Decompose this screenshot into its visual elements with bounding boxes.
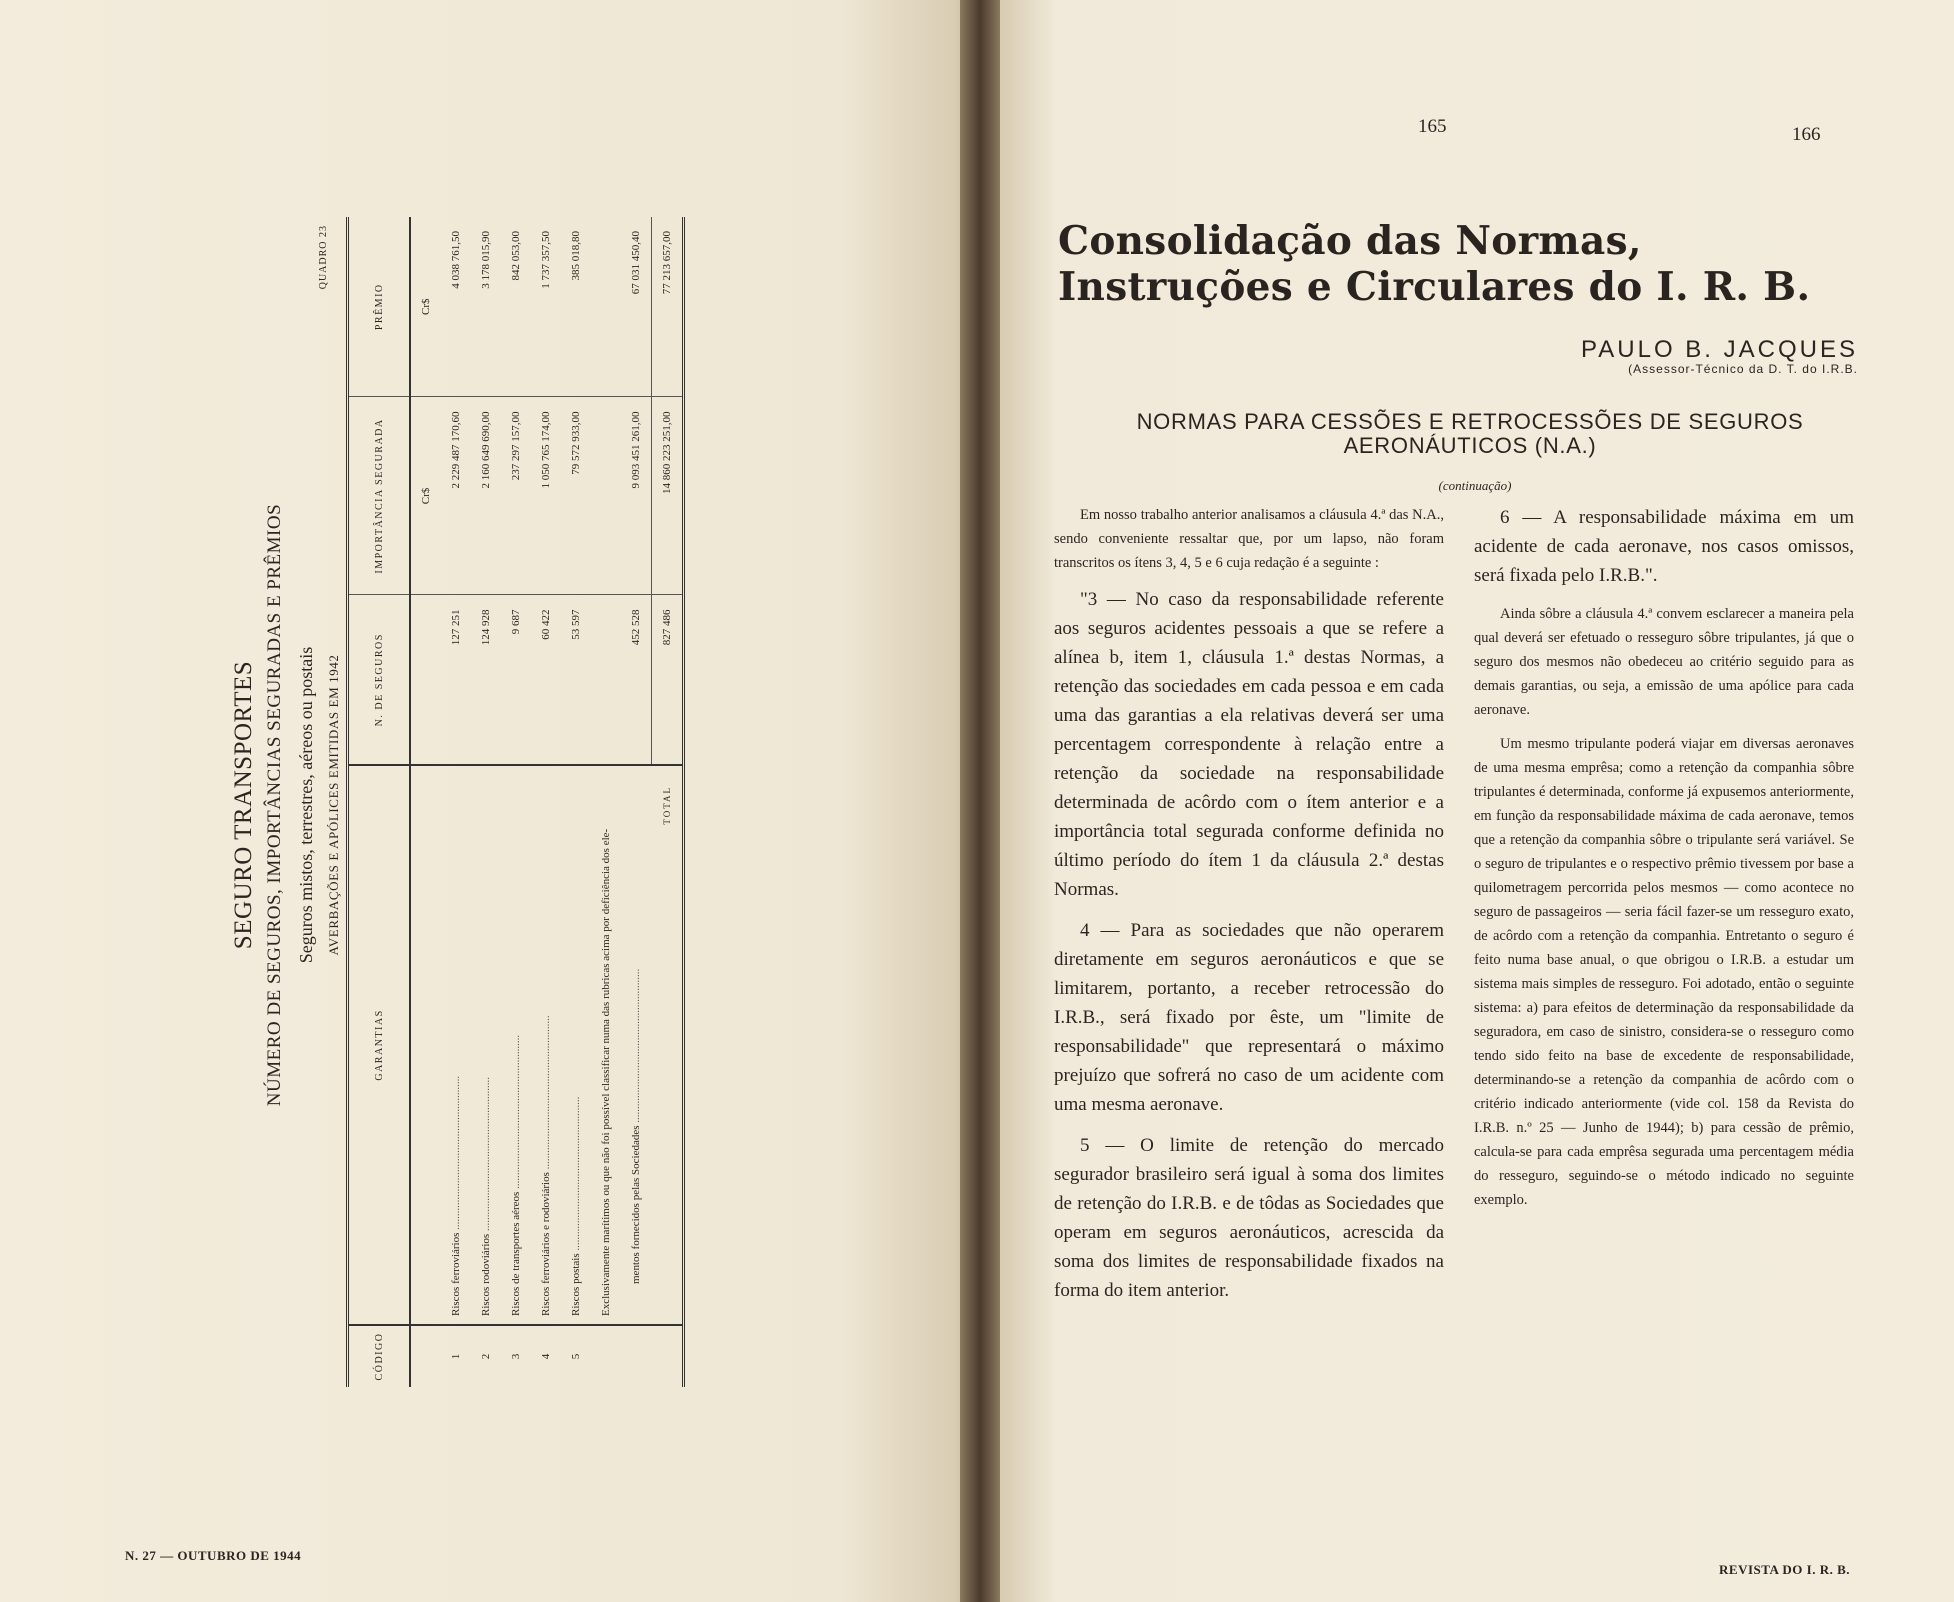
header-n-seguros: N. DE SEGUROS (348, 595, 411, 765)
row-n-seguros: 53 597 (561, 595, 591, 765)
row-premio: 1 737 357,50 (531, 217, 561, 397)
row-n-seguros: 124 928 (471, 595, 501, 765)
footer-issue: N. 27 — OUTUBRO DE 1944 (125, 1548, 302, 1563)
data-table (346, 217, 685, 1387)
table-subtitle-3: AVERBAÇÕES E APÓLICES EMITIDAS EM 1942 (326, 654, 341, 956)
row-garantia-exclusive: Exclusivamente marítimos ou que não foi possível classificar numa das rubricas acima por deficiência dos ele- (591, 765, 621, 1325)
row-garantia: Riscos rodoviários ..... (480, 1077, 492, 1316)
text-column-2 (1474, 503, 1854, 1222)
row-importancia: 1 050 765 174,00 (531, 397, 561, 595)
row-premio: 842 053,00 (501, 217, 531, 397)
currency-label: Cr$ (410, 217, 441, 397)
row-garantia: Riscos postais ..... (570, 1097, 582, 1316)
row-code: 3 (501, 1325, 531, 1387)
row-code: 4 (531, 1325, 561, 1387)
row-code: 2 (471, 1325, 501, 1387)
page-number-165: 165 (1418, 116, 1447, 137)
article-title-line-1: Consolidação das Normas, (1058, 218, 1642, 264)
row-code: 1 (441, 1325, 471, 1387)
rotated-table-region (168, 205, 793, 1405)
row-premio: 3 178 015,90 (471, 217, 501, 397)
row-code: 5 (561, 1325, 591, 1387)
paragraph: 6 — A responsabilidade máxima em um acidente de cada aeronave, nos casos omissos, será fixada pelo I.R.B.". (1474, 507, 1854, 586)
row-premio: 385 018,80 (561, 217, 591, 397)
table-row (561, 217, 591, 1387)
row-garantia: Riscos ferroviários ..... (450, 1076, 462, 1316)
paragraph: Ainda sôbre a cláusula 4.ª convem esclarecer a maneira pela qual deverá ser efetuado o resseguro sôbre tripulantes, já que o seguro dos mesmos não obedeceu ao critério seguido para as demais garantias, ou seja, a emissão de uma apólice para cada aeronave. (1474, 606, 1854, 718)
table-row-total (652, 217, 684, 1387)
header-garantias: GARANTIAS (348, 765, 411, 1325)
article-title (1058, 218, 1810, 310)
row-importancia: 2 229 487 170,60 (441, 397, 471, 595)
currency-label: Cr$ (410, 397, 441, 595)
row-garantia: Riscos ferroviários e rodoviários ..... (540, 1015, 552, 1316)
row-importancia: 79 572 933,00 (561, 397, 591, 595)
continuation-note: (continuação) (1438, 478, 1512, 493)
paragraph: 4 — Para as sociedades que não operarem diretamente em seguros aeronáuticos e que se limitarem, portanto, a receber retrocessão do I.R.B., será fixado por êste, um "limite de responsabilidade" que representará o máximo prejuízo que sofrerá no caso de um acidente com uma mesma aeronave. (1054, 920, 1444, 1115)
author-name: PAULO B. JACQUES (1581, 336, 1858, 363)
row-importancia: 9 093 451 261,00 (621, 397, 652, 595)
paragraph: "3 — No caso da responsabilidade referente aos seguros acidentes pessoais a que se refere a alínea b, item 1, cláusula 1.ª destas Normas, a retenção das sociedades em cada pessoa e em cada uma das garantias a ela relativas deverá ser uma percentagem correspondente à relação entre a retenção da sociedade na responsabilidade determinada de acôrdo com o ítem anterior e a importância total segurada conforme definida no último período do ítem 1 da cláusula 2.ª destas Normas. (1054, 589, 1444, 900)
table-row (471, 217, 501, 1387)
row-n-seguros: 127 251 (441, 595, 471, 765)
total-label: TOTAL (652, 765, 684, 1325)
footer-journal: REVISTA DO I. R. B. (1719, 1562, 1850, 1577)
table-row (501, 217, 531, 1387)
paragraph: Um mesmo tripulante poderá viajar em diversas aeronaves de uma mesma emprêsa; como a retenção da companhia sôbre tripulantes é determinada, conforme já expusemos anteriormente, em função da responsabilidade máxima de cada aeronave, temos que a retenção da companhia sôbre o tripulante será variável. Se o seguro de tripulantes e o respectivo prêmio tivessem por base a quilometragem percorrida pelos mesmos — como acontece no seguro de passageiros — seria fácil fazer-se um resseguro exato, de acôrdo com a retenção da companhia. Entretanto o seguro é feito numa base anual, o que obrigou o I.R.B. a estudar um sistema mais simples de resseguro. Foi adotado, então o seguinte sistema: a) para efeitos de determinação da responsabilidade da seguradora, em caso de sinistro, considera-se o resseguro como tendo sido feito na base de excedente de responsabilidade, determinando-se a retenção da companhia de acôrdo com o critério indicado anteriormente (vide col. 158 da Revista do I.R.B. n.º 25 — Junho de 1944); b) para cessão de prêmio, calcula-se para cada emprêsa segurada uma percentagem média do resseguro, seguindo-se o método indicado no seguinte exemplo. (1474, 736, 1854, 1208)
row-n-seguros: 452 528 (621, 595, 652, 765)
table-row-exclusive-2 (621, 217, 652, 1387)
page-number-166: 166 (1792, 124, 1821, 145)
row-garantia: Riscos de transportes aéreos ..... (510, 1035, 522, 1316)
header-codigo: CÓDIGO (348, 1325, 411, 1387)
row-n-seguros: 9 687 (501, 595, 531, 765)
book-spine (960, 0, 1000, 1602)
row-garantia-exclusive-2: mentos fornecidos pelas Sociedades ..... (630, 969, 642, 1284)
currency-row (410, 217, 441, 1387)
rotated-table-content (168, 205, 793, 1405)
quadro-label: QUADRO 23 (318, 225, 329, 290)
paragraph: 5 — O limite de retenção do mercado segurador brasileiro será igual à soma dos limites de retenção do I.R.B. e de tôdas as Sociedades que operam em seguros aeronáuticos, acrescida da soma dos limites de responsabilidade fixados na forma do item anterior. (1054, 1135, 1444, 1301)
table-header-row (348, 217, 411, 1387)
author-role: (Assessor-Técnico da D. T. do I.R.B. (1628, 362, 1858, 376)
row-premio: 4 038 761,50 (441, 217, 471, 397)
row-importancia: 237 297 157,00 (501, 397, 531, 595)
article-title-line-2: Instruções e Circulares do I. R. B. (1058, 264, 1811, 310)
total-n-seguros: 827 486 (652, 595, 684, 765)
text-column-1 (1054, 503, 1444, 1317)
table-row (531, 217, 561, 1387)
row-n-seguros: 60 422 (531, 595, 561, 765)
header-premio: PRÊMIO (348, 217, 411, 397)
table-row (441, 217, 471, 1387)
header-importancia: IMPORTÂNCIA SEGURADA (348, 397, 411, 595)
row-importancia: 2 160 649 690,00 (471, 397, 501, 595)
table-subtitle-2: Seguros mistos, terrestres, aéreos ou postais (296, 646, 316, 964)
total-premio: 77 213 657,00 (652, 217, 684, 397)
row-premio: 67 031 450,40 (621, 217, 652, 397)
paragraph: Em nosso trabalho anterior analisamos a cláusula 4.ª das N.A., sendo conveniente ressaltar que, por um lapso, não foram transcritos os ítens 3, 4, 5 e 6 cuja redação é a seguinte : (1054, 507, 1444, 571)
total-importancia: 14 860 223 251,00 (652, 397, 684, 595)
table-title: SEGURO TRANSPORTES (230, 660, 257, 950)
section-title: NORMAS PARA CESSÕES E RETROCESSÕES DE SEGUROS AERONÁUTICOS (N.A.) (1136, 409, 1804, 458)
table-row-exclusive (591, 217, 621, 1387)
table-subtitle: NÚMERO DE SEGUROS, IMPORTÂNCIAS SEGURADAS E PRÊMIOS (264, 503, 285, 1107)
